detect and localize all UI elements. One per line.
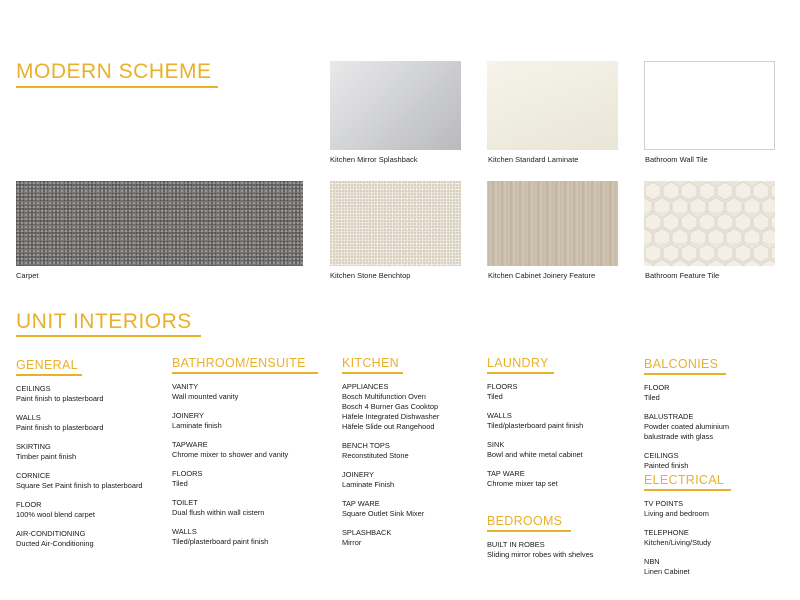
kitchen-stone-benchtop-swatch bbox=[330, 181, 461, 266]
spec-value: Tiled bbox=[172, 478, 188, 488]
bedrooms-heading: BEDROOMS bbox=[487, 514, 563, 528]
spec-label: FLOOR bbox=[16, 499, 42, 509]
spec-item bbox=[172, 382, 322, 402]
spec-label: BENCH TOPS bbox=[342, 440, 390, 450]
bathroom-wall-tile-caption: Bathroom Wall Tile bbox=[645, 155, 708, 164]
balconies-heading-rule bbox=[644, 373, 726, 375]
kitchen-heading: KITCHEN bbox=[342, 356, 399, 370]
bathroom-heading: BATHROOM/ENSUITE bbox=[172, 356, 306, 370]
kitchen-heading-rule bbox=[342, 372, 403, 374]
electrical-heading: ELECTRICAL bbox=[644, 473, 725, 487]
balconies-section bbox=[644, 357, 794, 480]
spec-value: Chrome mixer to shower and vanity bbox=[172, 449, 289, 459]
spec-value: Bowl and white metal cabinet bbox=[487, 449, 583, 459]
modern-scheme-title: MODERN SCHEME bbox=[16, 60, 212, 83]
bedrooms-heading-rule bbox=[487, 530, 571, 532]
spec-item bbox=[172, 527, 322, 547]
spec-value: Paint finish to plasterboard bbox=[16, 393, 104, 403]
spec-label: NBN bbox=[644, 556, 660, 566]
spec-label: TAP WARE bbox=[487, 468, 525, 478]
spec-label: FLOORS bbox=[172, 468, 203, 478]
spec-item bbox=[172, 440, 322, 460]
spec-item bbox=[172, 498, 322, 518]
spec-item bbox=[487, 440, 637, 460]
spec-label: WALLS bbox=[16, 412, 41, 422]
carpet-swatch bbox=[16, 181, 303, 266]
spec-label: JOINERY bbox=[172, 410, 204, 420]
bathroom-heading-rule bbox=[172, 372, 318, 374]
spec-item bbox=[16, 384, 166, 404]
spec-item bbox=[16, 413, 166, 433]
spec-label: TV POINTS bbox=[644, 498, 684, 508]
bathroom-section bbox=[172, 356, 322, 556]
spec-item bbox=[342, 470, 492, 490]
spec-label: SPLASHBACK bbox=[342, 527, 392, 537]
kitchen-cabinet-joinery-swatch bbox=[487, 181, 618, 266]
spec-label: APPLIANCES bbox=[342, 381, 389, 391]
spec-value: Timber paint finish bbox=[16, 451, 77, 461]
spec-value: Living and bedroom bbox=[644, 508, 709, 518]
spec-label: CEILINGS bbox=[16, 383, 51, 393]
bedrooms-section bbox=[487, 514, 637, 569]
spec-value: Laminate Finish bbox=[342, 479, 395, 489]
bathroom-wall-tile-swatch bbox=[644, 61, 775, 150]
spec-label: CORNICE bbox=[16, 470, 51, 480]
spec-item bbox=[342, 499, 492, 519]
spec-label: BUILT IN ROBES bbox=[487, 539, 545, 549]
kitchen-stone-benchtop-caption: Kitchen Stone Benchtop bbox=[330, 271, 411, 280]
spec-value: Square Set Paint finish to plasterboard bbox=[16, 480, 143, 490]
spec-label: TAP WARE bbox=[342, 498, 380, 508]
spec-item bbox=[342, 382, 492, 432]
spec-label: AIR-CONDITIONING bbox=[16, 528, 86, 538]
laundry-heading-rule bbox=[487, 372, 554, 374]
spec-value: Laminate finish bbox=[172, 420, 222, 430]
spec-value: Paint finish to plasterboard bbox=[16, 422, 104, 432]
spec-label: VANITY bbox=[172, 381, 199, 391]
spec-item bbox=[644, 451, 794, 471]
spec-label: FLOORS bbox=[487, 381, 518, 391]
spec-label: TELEPHONE bbox=[644, 527, 689, 537]
spec-label: WALLS bbox=[172, 526, 197, 536]
spec-value: Dual flush within wall cistern bbox=[172, 507, 265, 517]
general-heading-rule bbox=[16, 374, 82, 376]
spec-label: SINK bbox=[487, 439, 505, 449]
balconies-heading: BALCONIES bbox=[644, 357, 719, 371]
kitchen-standard-laminate-swatch bbox=[487, 61, 618, 150]
spec-item bbox=[16, 500, 166, 520]
laundry-section bbox=[487, 356, 637, 498]
spec-item bbox=[644, 499, 794, 519]
kitchen-cabinet-joinery-caption: Kitchen Cabinet Joinery Feature bbox=[488, 271, 596, 280]
kitchen-mirror-splashback-caption: Kitchen Mirror Splashback bbox=[330, 155, 418, 164]
spec-value: Tiled/plasterboard paint finish bbox=[172, 536, 269, 546]
spec-value: 100% wool blend carpet bbox=[16, 509, 95, 519]
spec-label: SKIRTING bbox=[16, 441, 51, 451]
spec-label: JOINERY bbox=[342, 469, 374, 479]
spec-item bbox=[16, 471, 166, 491]
spec-item bbox=[172, 411, 322, 431]
spec-value: Tiled/plasterboard paint finish bbox=[487, 420, 584, 430]
spec-label: BALUSTRADE bbox=[644, 411, 694, 421]
spec-value: Mirror bbox=[342, 537, 362, 547]
bathroom-feature-tile-caption: Bathroom Feature Tile bbox=[645, 271, 720, 280]
kitchen-mirror-splashback-swatch bbox=[330, 61, 461, 150]
spec-value: Linen Cabinet bbox=[644, 566, 690, 576]
unit-interiors-rule bbox=[16, 335, 201, 337]
spec-value: Wall mounted vanity bbox=[172, 391, 239, 401]
spec-value: Kitchen/Living/Study bbox=[644, 537, 711, 547]
spec-value: Square Outlet Sink Mixer bbox=[342, 508, 425, 518]
spec-label: WALLS bbox=[487, 410, 512, 420]
spec-value: Powder coated aluminium balustrade with glass bbox=[644, 421, 730, 441]
spec-value: Tiled bbox=[644, 392, 660, 402]
modern-scheme-rule bbox=[16, 86, 218, 88]
spec-value: Sliding mirror robes with shelves bbox=[487, 549, 594, 559]
spec-label: TAPWARE bbox=[172, 439, 208, 449]
electrical-section bbox=[644, 473, 794, 586]
general-section bbox=[16, 358, 166, 558]
spec-value: Tiled bbox=[487, 391, 503, 401]
spec-label: CEILINGS bbox=[644, 450, 679, 460]
laundry-heading: LAUNDRY bbox=[487, 356, 549, 370]
spec-value: Ducted Air-Conditioning bbox=[16, 538, 94, 548]
spec-item bbox=[172, 469, 322, 489]
spec-item bbox=[487, 382, 637, 402]
spec-item bbox=[487, 411, 637, 431]
spec-item bbox=[644, 528, 794, 548]
spec-item bbox=[16, 529, 166, 549]
spec-item bbox=[487, 469, 637, 489]
spec-item bbox=[644, 383, 794, 403]
spec-value: Chrome mixer tap set bbox=[487, 478, 558, 488]
spec-label: FLOOR bbox=[644, 382, 670, 392]
spec-item bbox=[644, 412, 794, 442]
spec-value: Painted finish bbox=[644, 460, 689, 470]
spec-item bbox=[644, 557, 794, 577]
spec-value: Bosch Multifunction Oven Bosch 4 Burner Gas Cooktop Häfele Integrated Dishwasher Häfele Slide out Rangehood bbox=[342, 391, 440, 431]
electrical-heading-rule bbox=[644, 489, 731, 491]
spec-item bbox=[342, 528, 492, 548]
spec-item bbox=[487, 540, 637, 560]
spec-item bbox=[16, 442, 166, 462]
kitchen-standard-laminate-caption: Kitchen Standard Laminate bbox=[488, 155, 579, 164]
general-heading: GENERAL bbox=[16, 358, 78, 372]
carpet-caption: Carpet bbox=[16, 271, 39, 280]
spec-label: TOILET bbox=[172, 497, 198, 507]
spec-item bbox=[342, 441, 492, 461]
kitchen-section bbox=[342, 356, 492, 557]
bathroom-feature-tile-swatch bbox=[644, 181, 775, 266]
spec-value: Reconstituted Stone bbox=[342, 450, 409, 460]
unit-interiors-title: UNIT INTERIORS bbox=[16, 310, 192, 333]
